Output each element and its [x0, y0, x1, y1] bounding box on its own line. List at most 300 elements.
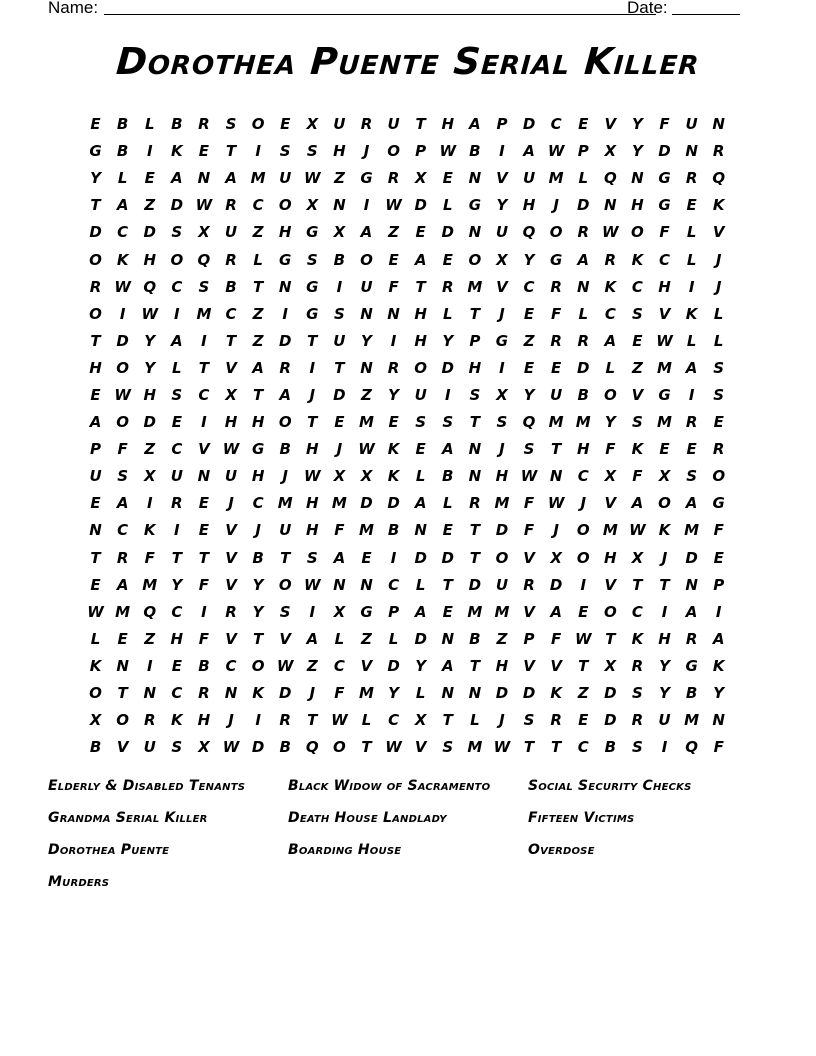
grid-cell[interactable]: H: [306, 440, 319, 459]
grid-cell[interactable]: H: [414, 304, 427, 323]
grid-cell[interactable]: Y: [361, 331, 372, 350]
grid-cell[interactable]: H: [576, 440, 590, 459]
grid-cell[interactable]: T: [225, 331, 237, 350]
grid-cell[interactable]: H: [495, 656, 509, 675]
grid-cell[interactable]: V: [712, 223, 725, 242]
grid-cell[interactable]: H: [278, 223, 292, 242]
grid-cell[interactable]: U: [333, 331, 346, 350]
grid-cell[interactable]: E: [713, 413, 724, 432]
grid-cell[interactable]: C: [333, 656, 345, 675]
grid-cell[interactable]: R: [685, 169, 698, 188]
grid-cell[interactable]: U: [170, 467, 183, 486]
grid-cell[interactable]: W: [114, 385, 131, 404]
grid-cell[interactable]: E: [144, 169, 155, 188]
grid-cell[interactable]: E: [171, 656, 182, 675]
grid-cell[interactable]: H: [631, 196, 644, 215]
grid-cell[interactable]: Y: [496, 196, 508, 215]
grid-cell[interactable]: M: [196, 304, 212, 323]
grid-cell[interactable]: E: [713, 548, 724, 567]
grid-cell[interactable]: X: [225, 385, 237, 404]
grid-cell[interactable]: W: [141, 304, 158, 323]
grid-cell[interactable]: D: [387, 494, 400, 513]
grid-cell[interactable]: A: [414, 494, 427, 513]
grid-cell[interactable]: U: [89, 467, 102, 486]
grid-cell[interactable]: W: [547, 142, 565, 161]
grid-cell[interactable]: O: [576, 521, 590, 540]
grid-cell[interactable]: W: [304, 467, 321, 486]
grid-cell[interactable]: E: [280, 115, 291, 134]
grid-cell[interactable]: D: [495, 684, 509, 703]
grid-cell[interactable]: I: [363, 196, 370, 215]
grid-cell[interactable]: I: [661, 602, 668, 621]
grid-cell[interactable]: Y: [604, 413, 616, 432]
grid-cell[interactable]: W: [87, 602, 104, 621]
grid-cell[interactable]: A: [550, 602, 562, 621]
grid-cell[interactable]: Z: [252, 304, 264, 323]
grid-cell[interactable]: Z: [252, 331, 264, 350]
grid-cell[interactable]: O: [658, 494, 671, 513]
grid-cell[interactable]: I: [499, 142, 505, 161]
grid-cell[interactable]: A: [685, 602, 698, 621]
grid-cell[interactable]: Y: [252, 602, 264, 621]
grid-cell[interactable]: K: [685, 304, 698, 323]
grid-cell[interactable]: G: [89, 142, 102, 161]
grid-cell[interactable]: R: [712, 440, 725, 459]
grid-cell[interactable]: R: [577, 331, 590, 350]
grid-cell[interactable]: X: [604, 467, 617, 486]
grid-cell[interactable]: K: [252, 684, 264, 703]
grid-cell[interactable]: F: [117, 440, 128, 459]
grid-cell[interactable]: C: [117, 521, 129, 540]
grid-cell[interactable]: B: [442, 467, 454, 486]
grid-cell[interactable]: O: [387, 142, 400, 161]
grid-cell[interactable]: R: [116, 548, 129, 567]
grid-cell[interactable]: Z: [523, 331, 535, 350]
grid-cell[interactable]: S: [225, 115, 237, 134]
grid-cell[interactable]: A: [631, 494, 644, 513]
grid-cell[interactable]: B: [89, 738, 102, 757]
grid-cell[interactable]: K: [631, 629, 644, 648]
grid-cell[interactable]: O: [549, 223, 563, 242]
grid-cell[interactable]: I: [146, 656, 153, 675]
grid-cell[interactable]: M: [359, 684, 374, 703]
grid-cell[interactable]: R: [198, 684, 210, 703]
grid-cell[interactable]: W: [304, 169, 321, 188]
grid-cell[interactable]: P: [388, 602, 400, 621]
grid-cell[interactable]: Y: [523, 385, 535, 404]
grid-cell[interactable]: E: [659, 440, 670, 459]
grid-cell[interactable]: D: [278, 331, 292, 350]
grid-cell[interactable]: S: [333, 304, 345, 323]
grid-cell[interactable]: V: [496, 169, 508, 188]
grid-cell[interactable]: T: [578, 656, 589, 675]
grid-cell[interactable]: D: [685, 548, 698, 567]
grid-cell[interactable]: D: [441, 223, 454, 242]
grid-cell[interactable]: E: [334, 413, 345, 432]
grid-cell[interactable]: B: [171, 115, 183, 134]
grid-cell[interactable]: E: [90, 494, 101, 513]
grid-cell[interactable]: M: [657, 413, 672, 432]
grid-cell[interactable]: I: [201, 413, 207, 432]
grid-cell[interactable]: L: [361, 711, 372, 730]
grid-cell[interactable]: N: [441, 629, 455, 648]
grid-cell[interactable]: J: [228, 494, 234, 513]
grid-cell[interactable]: B: [387, 521, 400, 540]
grid-cell[interactable]: V: [550, 656, 562, 675]
grid-cell[interactable]: R: [712, 142, 725, 161]
grid-cell[interactable]: Y: [171, 575, 183, 594]
grid-cell[interactable]: A: [441, 440, 454, 459]
grid-cell[interactable]: X: [658, 467, 671, 486]
grid-cell[interactable]: C: [252, 494, 264, 513]
grid-cell[interactable]: O: [495, 548, 509, 567]
grid-cell[interactable]: V: [225, 521, 237, 540]
grid-cell[interactable]: X: [89, 711, 102, 730]
grid-cell[interactable]: T: [252, 385, 264, 404]
grid-cell[interactable]: M: [684, 521, 700, 540]
grid-cell[interactable]: Z: [577, 684, 589, 703]
grid-cell[interactable]: H: [604, 548, 617, 567]
grid-cell[interactable]: F: [632, 467, 643, 486]
grid-cell[interactable]: W: [520, 467, 538, 486]
grid-cell[interactable]: R: [631, 711, 644, 730]
grid-cell[interactable]: M: [684, 711, 700, 730]
grid-cell[interactable]: Z: [333, 169, 345, 188]
grid-cell[interactable]: R: [143, 711, 156, 730]
grid-cell[interactable]: L: [334, 629, 345, 648]
grid-cell[interactable]: K: [712, 656, 725, 675]
grid-cell[interactable]: O: [170, 250, 184, 269]
grid-cell[interactable]: R: [89, 277, 102, 296]
grid-cell[interactable]: G: [306, 277, 319, 296]
grid-cell[interactable]: D: [577, 196, 590, 215]
grid-cell[interactable]: L: [144, 115, 155, 134]
grid-cell[interactable]: E: [198, 521, 210, 540]
grid-cell[interactable]: F: [388, 277, 399, 296]
grid-cell[interactable]: A: [685, 358, 698, 377]
grid-cell[interactable]: T: [280, 548, 291, 567]
grid-cell[interactable]: L: [442, 196, 453, 215]
grid-cell[interactable]: Z: [361, 629, 372, 648]
grid-cell[interactable]: Z: [144, 629, 156, 648]
grid-cell[interactable]: I: [715, 602, 722, 621]
grid-cell[interactable]: L: [470, 711, 480, 730]
grid-cell[interactable]: E: [578, 711, 589, 730]
grid-cell[interactable]: E: [415, 440, 426, 459]
grid-cell[interactable]: H: [251, 467, 265, 486]
grid-cell[interactable]: J: [499, 440, 505, 459]
grid-cell[interactable]: A: [306, 629, 319, 648]
grid-cell[interactable]: J: [499, 711, 505, 730]
grid-cell[interactable]: T: [252, 277, 264, 296]
grid-cell[interactable]: U: [550, 385, 563, 404]
grid-cell[interactable]: J: [336, 440, 343, 459]
grid-cell[interactable]: C: [225, 656, 237, 675]
grid-cell[interactable]: X: [631, 548, 644, 567]
grid-cell[interactable]: H: [170, 629, 184, 648]
grid-cell[interactable]: R: [279, 711, 291, 730]
grid-cell[interactable]: W: [602, 223, 619, 242]
grid-cell[interactable]: A: [469, 115, 481, 134]
grid-cell[interactable]: L: [442, 494, 453, 513]
grid-cell[interactable]: I: [309, 602, 316, 621]
grid-cell[interactable]: V: [225, 575, 237, 594]
grid-cell[interactable]: Q: [197, 250, 211, 269]
grid-cell[interactable]: X: [198, 738, 210, 757]
grid-cell[interactable]: S: [632, 684, 643, 703]
grid-cell[interactable]: O: [89, 304, 102, 323]
grid-cell[interactable]: J: [553, 521, 559, 540]
grid-cell[interactable]: D: [360, 494, 373, 513]
grid-cell[interactable]: A: [171, 169, 183, 188]
grid-cell[interactable]: J: [228, 711, 234, 730]
grid-cell[interactable]: G: [658, 385, 671, 404]
grid-cell[interactable]: T: [252, 629, 264, 648]
grid-cell[interactable]: M: [277, 494, 293, 513]
grid-cell[interactable]: E: [442, 602, 453, 621]
grid-cell[interactable]: R: [577, 223, 590, 242]
grid-cell[interactable]: T: [632, 575, 643, 594]
grid-cell[interactable]: W: [547, 494, 565, 513]
grid-cell[interactable]: E: [90, 575, 101, 594]
grid-cell[interactable]: P: [577, 142, 589, 161]
grid-cell[interactable]: D: [522, 115, 536, 134]
grid-cell[interactable]: D: [387, 656, 400, 675]
grid-cell[interactable]: X: [604, 656, 617, 675]
grid-cell[interactable]: G: [685, 656, 698, 675]
grid-cell[interactable]: F: [551, 629, 562, 648]
grid-cell[interactable]: T: [334, 358, 345, 377]
grid-cell[interactable]: E: [198, 142, 210, 161]
grid-cell[interactable]: E: [90, 385, 101, 404]
grid-cell[interactable]: G: [251, 440, 265, 459]
grid-cell[interactable]: S: [171, 738, 183, 757]
grid-cell[interactable]: S: [279, 142, 291, 161]
grid-cell[interactable]: C: [604, 304, 616, 323]
grid-cell[interactable]: Y: [631, 142, 643, 161]
grid-cell[interactable]: C: [171, 277, 183, 296]
grid-cell[interactable]: M: [548, 413, 564, 432]
grid-cell[interactable]: L: [415, 684, 426, 703]
grid-cell[interactable]: E: [198, 494, 210, 513]
grid-cell[interactable]: K: [631, 250, 644, 269]
grid-cell[interactable]: R: [469, 494, 481, 513]
grid-cell[interactable]: L: [415, 467, 426, 486]
grid-cell[interactable]: C: [550, 115, 562, 134]
grid-cell[interactable]: I: [201, 331, 207, 350]
grid-cell[interactable]: E: [388, 250, 399, 269]
grid-cell[interactable]: N: [360, 304, 373, 323]
grid-cell[interactable]: S: [523, 440, 535, 459]
grid-cell[interactable]: D: [604, 711, 617, 730]
grid-cell[interactable]: J: [661, 548, 668, 567]
grid-cell[interactable]: N: [387, 304, 400, 323]
grid-cell[interactable]: T: [117, 684, 128, 703]
grid-cell[interactable]: J: [363, 142, 370, 161]
grid-cell[interactable]: N: [468, 684, 482, 703]
grid-cell[interactable]: D: [577, 358, 590, 377]
grid-cell[interactable]: N: [197, 169, 211, 188]
grid-cell[interactable]: J: [282, 467, 288, 486]
grid-cell[interactable]: C: [117, 223, 129, 242]
grid-cell[interactable]: X: [604, 142, 617, 161]
grid-cell[interactable]: U: [224, 467, 238, 486]
grid-cell[interactable]: E: [578, 115, 589, 134]
grid-cell[interactable]: J: [309, 684, 316, 703]
grid-cell[interactable]: C: [659, 250, 671, 269]
grid-cell[interactable]: S: [198, 277, 210, 296]
grid-cell[interactable]: R: [685, 629, 698, 648]
grid-cell[interactable]: V: [225, 548, 237, 567]
grid-cell[interactable]: M: [575, 413, 591, 432]
grid-cell[interactable]: N: [116, 656, 129, 675]
grid-cell[interactable]: A: [89, 413, 102, 432]
grid-cell[interactable]: M: [359, 521, 374, 540]
grid-cell[interactable]: K: [712, 196, 725, 215]
grid-cell[interactable]: H: [224, 413, 238, 432]
grid-cell[interactable]: D: [170, 196, 184, 215]
grid-cell[interactable]: A: [171, 331, 183, 350]
grid-cell[interactable]: C: [171, 684, 183, 703]
grid-cell[interactable]: F: [659, 115, 670, 134]
grid-cell[interactable]: V: [360, 656, 373, 675]
grid-cell[interactable]: E: [361, 548, 372, 567]
grid-cell[interactable]: J: [255, 521, 261, 540]
grid-cell[interactable]: N: [576, 277, 590, 296]
grid-cell[interactable]: N: [468, 440, 482, 459]
grid-cell[interactable]: D: [278, 684, 292, 703]
grid-cell[interactable]: N: [197, 467, 211, 486]
grid-cell[interactable]: Y: [713, 684, 725, 703]
grid-cell[interactable]: K: [387, 440, 400, 459]
grid-cell[interactable]: H: [143, 385, 157, 404]
grid-cell[interactable]: T: [469, 304, 480, 323]
grid-cell[interactable]: C: [171, 602, 183, 621]
grid-cell[interactable]: C: [198, 385, 210, 404]
grid-cell[interactable]: D: [468, 575, 482, 594]
grid-cell[interactable]: L: [605, 358, 616, 377]
grid-cell[interactable]: K: [631, 440, 644, 459]
grid-cell[interactable]: T: [361, 738, 372, 757]
grid-cell[interactable]: N: [89, 521, 102, 540]
grid-cell[interactable]: A: [116, 196, 129, 215]
grid-cell[interactable]: U: [360, 277, 373, 296]
grid-cell[interactable]: U: [333, 115, 346, 134]
grid-cell[interactable]: I: [580, 575, 587, 594]
grid-cell[interactable]: Q: [143, 602, 157, 621]
grid-cell[interactable]: I: [201, 602, 207, 621]
grid-cell[interactable]: Z: [388, 223, 400, 242]
grid-cell[interactable]: M: [467, 277, 483, 296]
grid-cell[interactable]: T: [659, 575, 670, 594]
grid-cell[interactable]: Y: [631, 115, 643, 134]
grid-cell[interactable]: O: [333, 738, 346, 757]
grid-cell[interactable]: F: [523, 494, 535, 513]
grid-cell[interactable]: M: [602, 521, 618, 540]
grid-cell[interactable]: R: [225, 196, 237, 215]
grid-cell[interactable]: M: [548, 169, 564, 188]
grid-cell[interactable]: A: [414, 602, 427, 621]
grid-cell[interactable]: V: [496, 277, 508, 296]
grid-cell[interactable]: D: [441, 548, 454, 567]
grid-cell[interactable]: Z: [306, 656, 318, 675]
grid-cell[interactable]: W: [439, 142, 457, 161]
grid-cell[interactable]: I: [255, 711, 261, 730]
grid-cell[interactable]: N: [685, 575, 698, 594]
grid-cell[interactable]: M: [250, 169, 266, 188]
grid-cell[interactable]: R: [523, 575, 535, 594]
grid-cell[interactable]: H: [197, 711, 211, 730]
grid-cell[interactable]: F: [659, 223, 670, 242]
grid-cell[interactable]: R: [225, 250, 237, 269]
grid-cell[interactable]: M: [494, 602, 510, 621]
grid-cell[interactable]: H: [306, 521, 319, 540]
grid-cell[interactable]: S: [686, 467, 698, 486]
grid-cell[interactable]: T: [307, 331, 318, 350]
grid-cell[interactable]: O: [468, 250, 482, 269]
grid-cell[interactable]: U: [658, 711, 671, 730]
grid-cell[interactable]: C: [577, 467, 589, 486]
grid-cell[interactable]: G: [279, 250, 292, 269]
grid-cell[interactable]: O: [576, 548, 590, 567]
grid-cell[interactable]: Q: [522, 223, 536, 242]
grid-cell[interactable]: I: [499, 358, 505, 377]
grid-cell[interactable]: J: [553, 196, 559, 215]
grid-cell[interactable]: L: [117, 169, 128, 188]
grid-cell[interactable]: T: [90, 548, 101, 567]
grid-cell[interactable]: P: [713, 575, 725, 594]
grid-cell[interactable]: B: [604, 738, 617, 757]
grid-cell[interactable]: W: [331, 711, 348, 730]
grid-cell[interactable]: D: [414, 196, 427, 215]
grid-cell[interactable]: T: [605, 629, 616, 648]
grid-cell[interactable]: N: [468, 169, 482, 188]
grid-cell[interactable]: A: [414, 250, 427, 269]
grid-cell[interactable]: B: [252, 548, 264, 567]
grid-cell[interactable]: X: [333, 602, 346, 621]
grid-cell[interactable]: K: [387, 467, 400, 486]
grid-cell[interactable]: T: [171, 548, 182, 567]
grid-cell[interactable]: W: [276, 656, 294, 675]
grid-cell[interactable]: D: [116, 331, 129, 350]
grid-cell[interactable]: T: [469, 656, 480, 675]
grid-cell[interactable]: T: [442, 575, 453, 594]
grid-cell[interactable]: T: [415, 115, 426, 134]
grid-cell[interactable]: F: [605, 440, 616, 459]
grid-cell[interactable]: U: [279, 521, 292, 540]
grid-cell[interactable]: C: [252, 196, 264, 215]
grid-cell[interactable]: A: [116, 575, 129, 594]
grid-cell[interactable]: N: [333, 575, 346, 594]
grid-cell[interactable]: I: [688, 277, 695, 296]
grid-cell[interactable]: A: [604, 331, 617, 350]
grid-cell[interactable]: E: [523, 358, 535, 377]
grid-cell[interactable]: B: [469, 142, 481, 161]
grid-cell[interactable]: T: [307, 711, 318, 730]
grid-cell[interactable]: V: [658, 304, 671, 323]
grid-cell[interactable]: I: [282, 304, 288, 323]
grid-cell[interactable]: E: [523, 304, 535, 323]
grid-cell[interactable]: L: [90, 629, 101, 648]
grid-cell[interactable]: K: [604, 277, 617, 296]
grid-cell[interactable]: X: [496, 385, 508, 404]
grid-cell[interactable]: E: [388, 413, 399, 432]
grid-cell[interactable]: V: [225, 629, 237, 648]
grid-cell[interactable]: G: [658, 169, 671, 188]
grid-cell[interactable]: S: [632, 738, 643, 757]
grid-cell[interactable]: E: [442, 521, 453, 540]
grid-cell[interactable]: O: [603, 385, 617, 404]
